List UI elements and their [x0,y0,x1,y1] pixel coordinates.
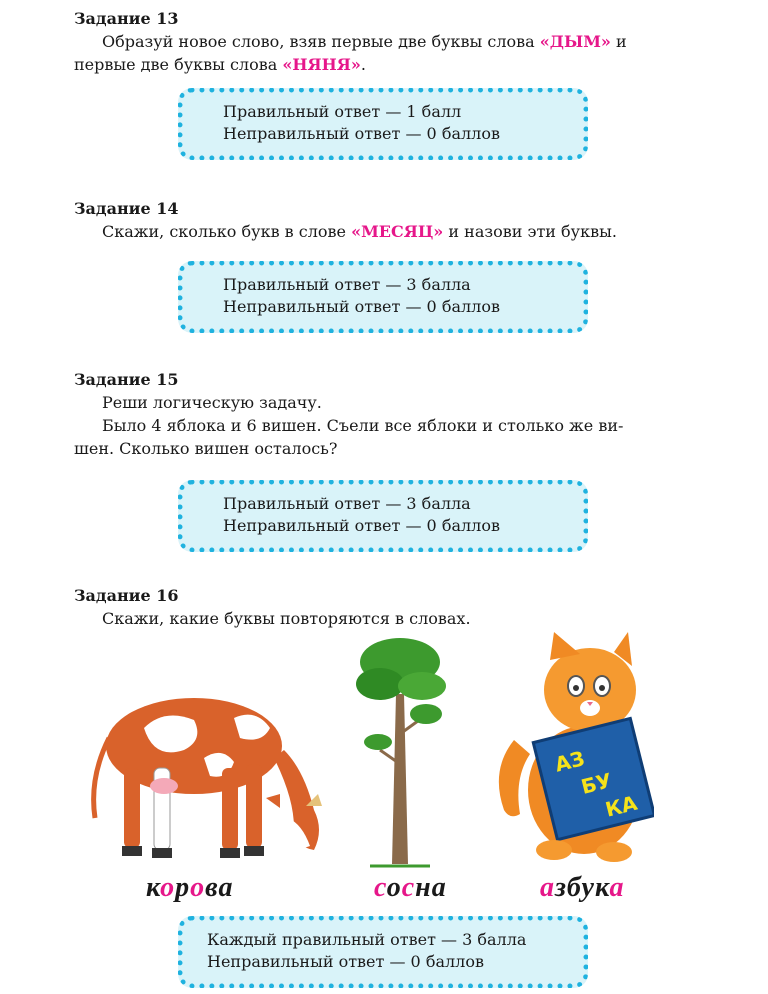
cat-with-book-illustration [494,630,654,866]
task-14-text: Скажи, сколько букв в слове «МЕСЯЦ» и назови эти буквы. [102,222,617,241]
score-incorrect: Неправильный ответ — 0 баллов [223,297,500,316]
task-15 [74,369,674,460]
score-box-15 [178,480,588,552]
task-13 [74,8,674,76]
task-15-title: Задание 15 [74,370,179,389]
pine-tree-illustration [350,634,450,868]
keyword-nyanya: «НЯНЯ» [282,55,361,74]
score-incorrect: Неправильный ответ — 0 баллов [223,124,500,143]
score-incorrect: Неправильный ответ — 0 баллов [223,516,500,535]
word-korova: корова [146,872,234,903]
task-13-text-2: первые две буквы слова «НЯНЯ». [74,55,366,74]
score-box-14 [178,261,588,333]
task-14 [74,198,674,243]
task-16 [74,585,674,630]
cow-illustration [84,668,324,868]
score-correct: Правильный ответ — 1 балл [223,102,462,121]
book-letters-az: АЗ [552,746,588,777]
score-correct: Правильный ответ — 3 балла [223,275,471,294]
task-14-title: Задание 14 [74,199,179,218]
task-15-line-2: Было 4 яблока и 6 вишен. Съели все яблоки и столько же ви- [102,416,624,435]
keyword-dym: «ДЫМ» [539,32,611,51]
score-correct: Каждый правильный ответ — 3 балла [207,930,527,949]
score-incorrect: Неправильный ответ — 0 баллов [207,952,484,971]
book-letters-ka: КА [602,790,640,822]
word-azbuka: азбука [540,872,625,903]
score-box-13 [178,88,588,160]
task-13-text: Образуй новое слово, взяв первые две буквы слова «ДЫМ» и [102,32,627,51]
task-15-line-1: Реши логическую задачу. [102,393,322,412]
task-15-line-3: шен. Сколько вишен осталось? [74,439,338,458]
book-letters-bu: БУ [578,768,615,799]
keyword-mesyats: «МЕСЯЦ» [351,222,444,241]
task-13-title: Задание 13 [74,9,179,28]
task-16-title: Задание 16 [74,586,179,605]
score-box-16 [178,916,588,988]
word-sosna: сосна [374,872,447,903]
score-correct: Правильный ответ — 3 балла [223,494,471,513]
task-16-text: Скажи, какие буквы повторяются в словах. [102,609,471,628]
